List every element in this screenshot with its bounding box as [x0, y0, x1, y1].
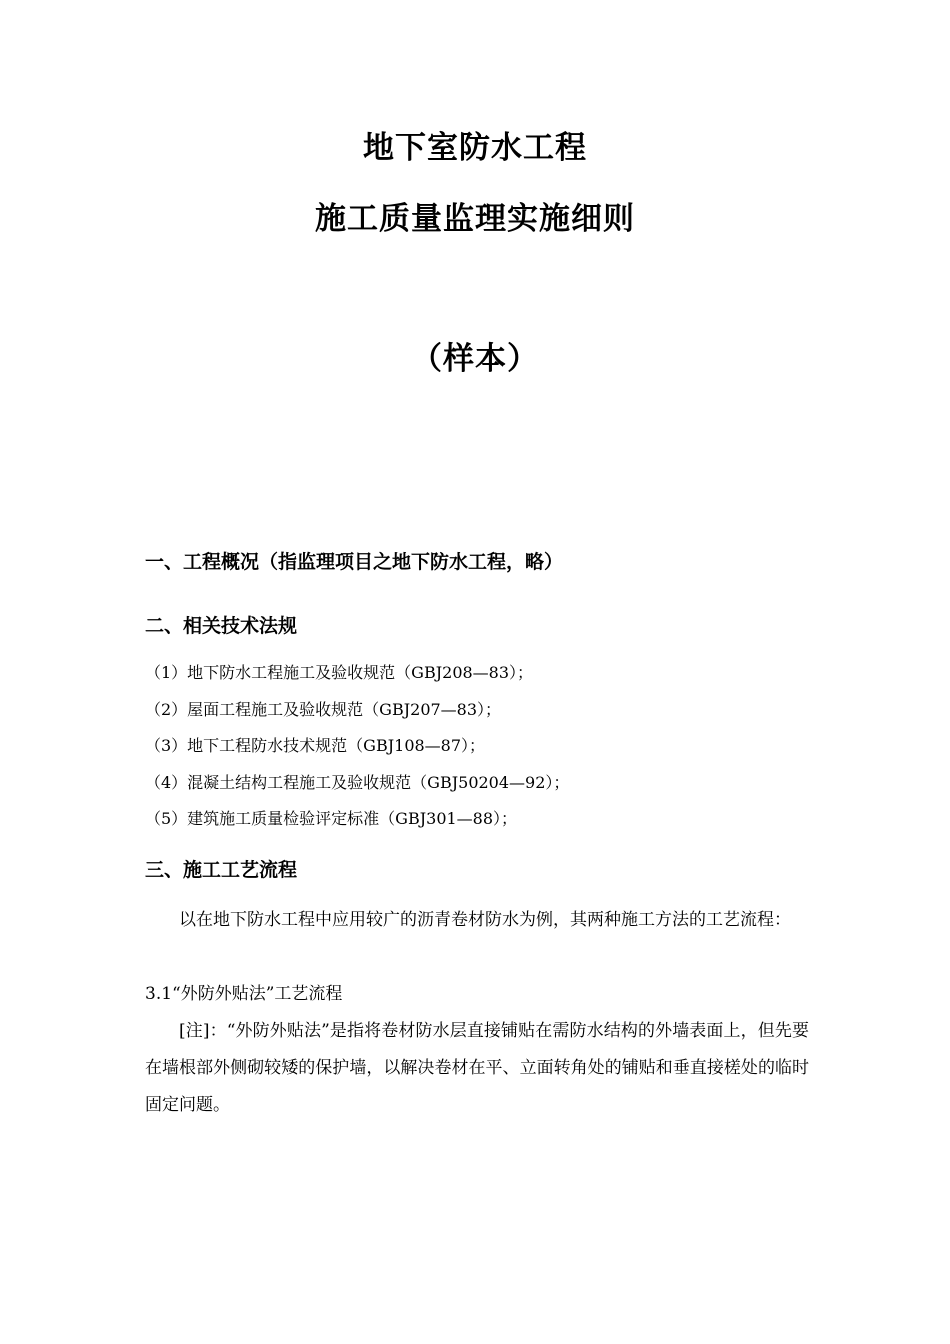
- list-item: （5）建筑施工质量检验评定标准（GBJ301—88）；: [145, 809, 518, 828]
- list-item: （1）地下防水工程施工及验收规范（GBJ208—83）；: [145, 663, 534, 682]
- document-title-line2: 施工质量监理实施细则: [315, 201, 635, 237]
- note-paragraph: [注]：“外防外贴法”是指将卷材防水层直接铺贴在需防水结构的外墙表面上，但先要在墙根部外侧砌较矮的保护墙，以解决卷材在平、立面转角处的铺贴和垂直接槎处的临时固定问题。: [145, 1021, 809, 1115]
- document-title-line1: 地下室防水工程: [363, 130, 587, 166]
- list-item: （2）屋面工程施工及验收规范（GBJ207—83）；: [145, 699, 502, 719]
- section-heading-regulations: 二、相关技术法规: [145, 615, 298, 637]
- regulations-list: [145, 659, 569, 842]
- section-heading-process: 三、施工工艺流程: [145, 859, 298, 881]
- document-subtitle-sample: （样本）: [411, 341, 539, 377]
- list-item: （3）地下工程防水技术规范（GBJ108—87）；: [145, 736, 486, 755]
- subsection-heading-3-1: 3.1“外防外贴法”工艺流程: [145, 984, 343, 1004]
- process-intro-paragraph: 以在地下防水工程中应用较广的沥青卷材防水为例，其两种施工方法的工艺流程：: [179, 910, 791, 930]
- section-heading-overview: 一、工程概况（指监理项目之地下防水工程，略）: [145, 551, 564, 573]
- list-item: （4）混凝土结构工程施工及验收规范（GBJ50204—92）；: [145, 772, 570, 792]
